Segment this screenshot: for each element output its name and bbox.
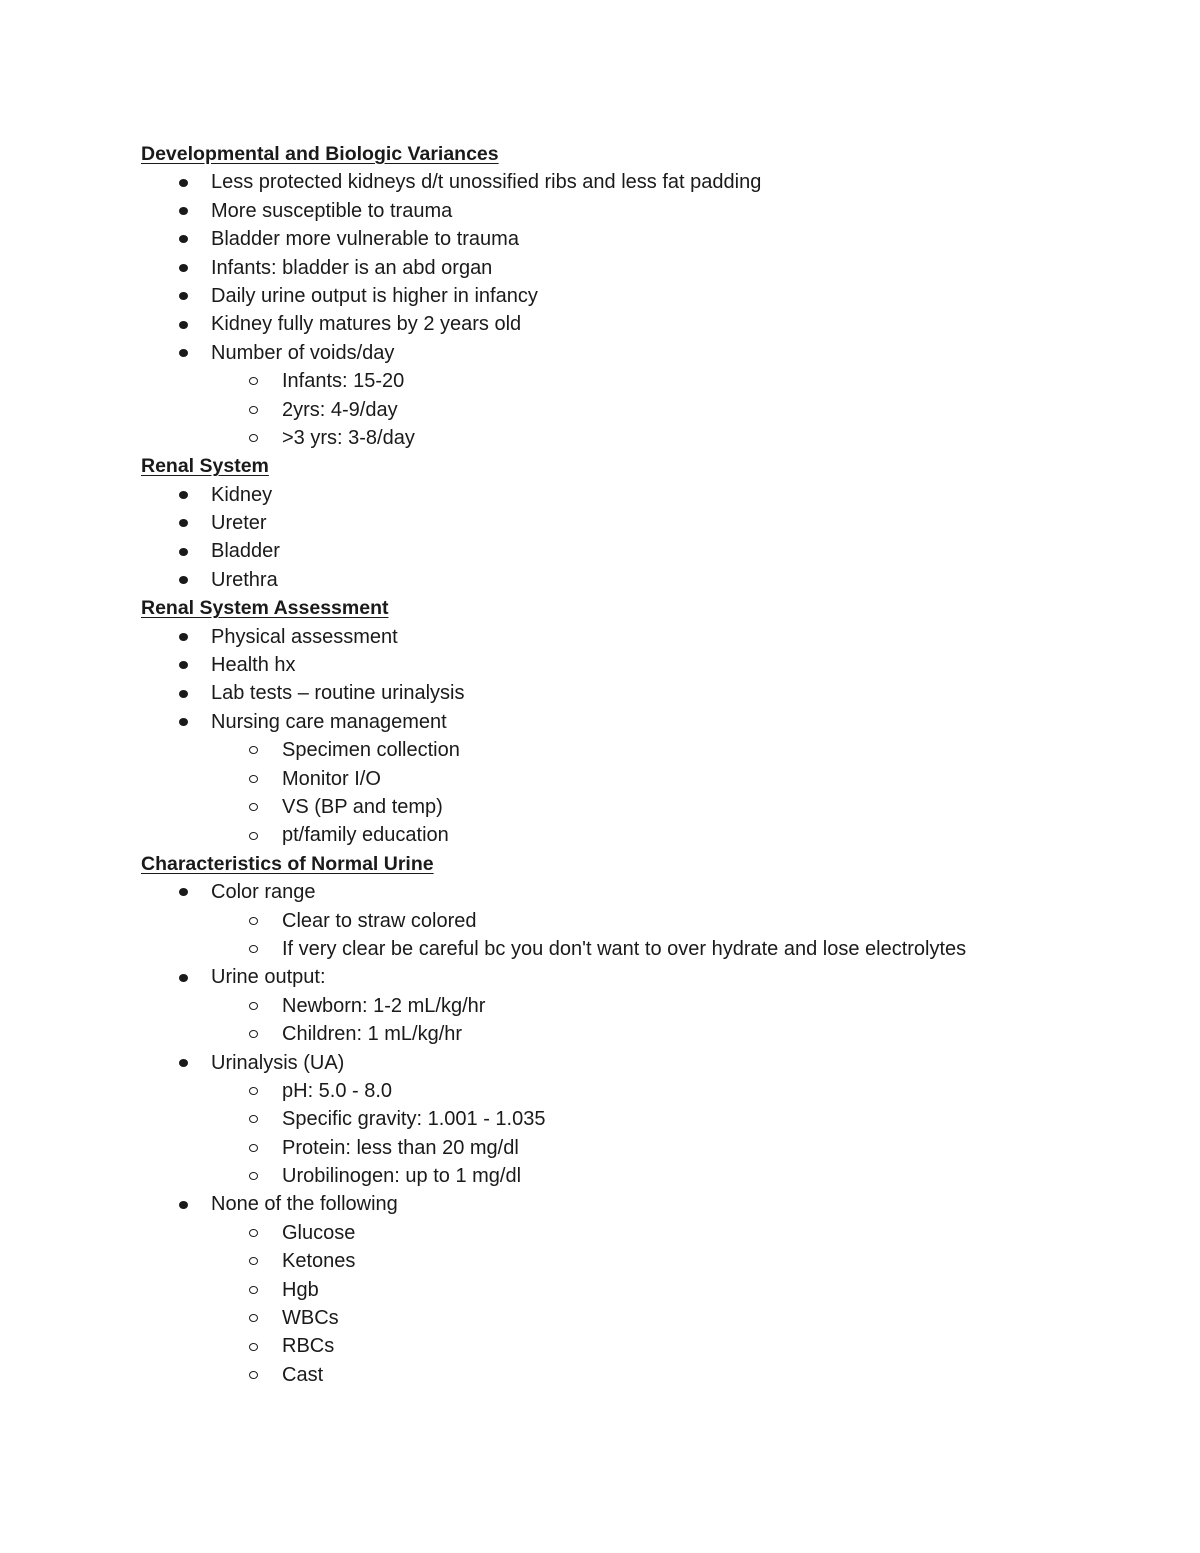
list-item xyxy=(141,651,1141,679)
filled-bullet-icon xyxy=(179,974,188,982)
sub-list-item xyxy=(141,935,1141,963)
sub-list-item-text: WBCs xyxy=(282,1307,339,1330)
sub-list-item-text: >3 yrs: 3-8/day xyxy=(282,426,415,449)
sub-list-item xyxy=(141,396,1141,424)
sub-list-item xyxy=(141,793,1141,821)
list-item xyxy=(141,168,1141,196)
filled-bullet-icon xyxy=(179,321,188,329)
hollow-bullet-icon xyxy=(249,1172,258,1180)
sub-list-item xyxy=(141,992,1141,1020)
list-item xyxy=(141,1190,1141,1218)
list-item xyxy=(141,679,1141,707)
sub-list-item-text: Specimen collection xyxy=(282,739,460,762)
list-item xyxy=(141,878,1141,906)
section xyxy=(141,452,1141,594)
sub-list-item xyxy=(141,1077,1141,1105)
hollow-bullet-icon xyxy=(249,1144,258,1152)
filled-bullet-icon xyxy=(179,718,188,726)
hollow-bullet-icon xyxy=(249,775,258,783)
sub-list-item xyxy=(141,1219,1141,1247)
sub-list-item xyxy=(141,367,1141,395)
list-item-text: Daily urine output is higher in infancy xyxy=(211,284,538,307)
section-heading: Renal System xyxy=(141,455,269,478)
section-heading: Renal System Assessment xyxy=(141,597,389,620)
list-item-text: Less protected kidneys d/t unossified ribs and less fat padding xyxy=(211,171,762,194)
filled-bullet-icon xyxy=(179,264,188,272)
sub-list-item-text: Infants: 15-20 xyxy=(282,370,405,393)
list-item xyxy=(141,481,1141,509)
filled-bullet-icon xyxy=(179,888,188,896)
sub-list-item-text: Newborn: 1-2 mL/kg/hr xyxy=(282,994,486,1017)
sub-list-item xyxy=(141,424,1141,452)
sub-list-item-text: Clear to straw colored xyxy=(282,909,477,932)
filled-bullet-icon xyxy=(179,576,188,584)
sub-list-item xyxy=(141,1020,1141,1048)
sub-list-item-text: Ketones xyxy=(282,1250,356,1273)
list-item xyxy=(141,197,1141,225)
sub-list-item-text: VS (BP and temp) xyxy=(282,795,443,818)
sub-list-item xyxy=(141,1304,1141,1332)
sub-list-item xyxy=(141,1162,1141,1190)
hollow-bullet-icon xyxy=(249,434,258,442)
hollow-bullet-icon xyxy=(249,945,258,953)
hollow-bullet-icon xyxy=(249,377,258,385)
sub-list-item xyxy=(141,1134,1141,1162)
sub-list-item-text: Hgb xyxy=(282,1278,319,1301)
sub-list-item-text: pH: 5.0 - 8.0 xyxy=(282,1079,393,1102)
list-item-text: Health hx xyxy=(211,654,296,677)
sub-list-item-text: Children: 1 mL/kg/hr xyxy=(282,1023,463,1046)
hollow-bullet-icon xyxy=(249,1343,258,1351)
list-item-text: Lab tests – routine urinalysis xyxy=(211,682,465,705)
filled-bullet-icon xyxy=(179,548,188,556)
filled-bullet-icon xyxy=(179,349,188,357)
filled-bullet-icon xyxy=(179,1059,188,1067)
list-item-text: Bladder xyxy=(211,540,280,563)
list-item xyxy=(141,963,1141,991)
hollow-bullet-icon xyxy=(249,1257,258,1265)
list-item xyxy=(141,282,1141,310)
list-item xyxy=(141,339,1141,367)
sub-list-item xyxy=(141,821,1141,849)
list-item-text: More susceptible to trauma xyxy=(211,199,453,222)
list-item-text: Kidney xyxy=(211,483,273,506)
sub-list-item xyxy=(141,1332,1141,1360)
sub-list-item xyxy=(141,1361,1141,1389)
sub-list-item-text: 2yrs: 4-9/day xyxy=(282,398,398,421)
list-item-text: Bladder more vulnerable to trauma xyxy=(211,228,519,251)
hollow-bullet-icon xyxy=(249,1286,258,1294)
sub-list-item xyxy=(141,907,1141,935)
sub-list-item xyxy=(141,736,1141,764)
section xyxy=(141,140,1141,452)
hollow-bullet-icon xyxy=(249,1002,258,1010)
list-item xyxy=(141,537,1141,565)
hollow-bullet-icon xyxy=(249,406,258,414)
list-item xyxy=(141,1049,1141,1077)
sub-list-item xyxy=(141,1247,1141,1275)
document-body xyxy=(141,140,1141,1389)
sub-list-item-text: Glucose xyxy=(282,1221,356,1244)
filled-bullet-icon xyxy=(179,235,188,243)
list-item xyxy=(141,623,1141,651)
filled-bullet-icon xyxy=(179,1201,188,1209)
hollow-bullet-icon xyxy=(249,917,258,925)
hollow-bullet-icon xyxy=(249,803,258,811)
sub-list-item xyxy=(141,765,1141,793)
section xyxy=(141,594,1141,850)
sub-list-item-text: Urobilinogen: up to 1 mg/dl xyxy=(282,1165,522,1188)
filled-bullet-icon xyxy=(179,491,188,499)
hollow-bullet-icon xyxy=(249,1371,258,1379)
list-item-text: None of the following xyxy=(211,1193,398,1216)
sub-list-item-text: Cast xyxy=(282,1363,324,1386)
hollow-bullet-icon xyxy=(249,1229,258,1237)
list-item xyxy=(141,566,1141,594)
list-item-text: Nursing care management xyxy=(211,710,447,733)
sub-list-item-text: Monitor I/O xyxy=(282,767,381,790)
hollow-bullet-icon xyxy=(249,832,258,840)
filled-bullet-icon xyxy=(179,661,188,669)
section-heading: Developmental and Biologic Variances xyxy=(141,143,499,165)
filled-bullet-icon xyxy=(179,690,188,698)
sub-list-item-text: If very clear be careful bc you don't want to over hydrate and lose electrolytes xyxy=(282,937,967,960)
list-item-text: Infants: bladder is an abd organ xyxy=(211,256,493,279)
sub-list-item xyxy=(141,1105,1141,1133)
list-item-text: Urethra xyxy=(211,568,278,591)
hollow-bullet-icon xyxy=(249,1314,258,1322)
sub-list-item xyxy=(141,1276,1141,1304)
filled-bullet-icon xyxy=(179,207,188,215)
list-item xyxy=(141,225,1141,253)
list-item-text: Ureter xyxy=(211,512,267,535)
list-item xyxy=(141,708,1141,736)
sub-list-item-text: RBCs xyxy=(282,1335,335,1358)
hollow-bullet-icon xyxy=(249,1087,258,1095)
sub-list-item-text: pt/family education xyxy=(282,824,449,847)
filled-bullet-icon xyxy=(179,292,188,300)
hollow-bullet-icon xyxy=(249,1115,258,1123)
list-item-text: Urine output: xyxy=(211,966,326,989)
sub-list-item-text: Specific gravity: 1.001 - 1.035 xyxy=(282,1108,546,1131)
list-item-text: Number of voids/day xyxy=(211,341,395,364)
list-item-text: Kidney fully matures by 2 years old xyxy=(211,313,522,336)
hollow-bullet-icon xyxy=(249,1030,258,1038)
list-item xyxy=(141,509,1141,537)
hollow-bullet-icon xyxy=(249,746,258,754)
section-heading: Characteristics of Normal Urine xyxy=(141,852,434,875)
filled-bullet-icon xyxy=(179,519,188,527)
list-item-text: Color range xyxy=(211,881,316,904)
section xyxy=(141,850,1141,1389)
list-item xyxy=(141,254,1141,282)
list-item-text: Physical assessment xyxy=(211,625,398,648)
list-item xyxy=(141,310,1141,338)
sub-list-item-text: Protein: less than 20 mg/dl xyxy=(282,1136,519,1159)
filled-bullet-icon xyxy=(179,179,188,187)
list-item-text: Urinalysis (UA) xyxy=(211,1051,345,1074)
filled-bullet-icon xyxy=(179,633,188,641)
